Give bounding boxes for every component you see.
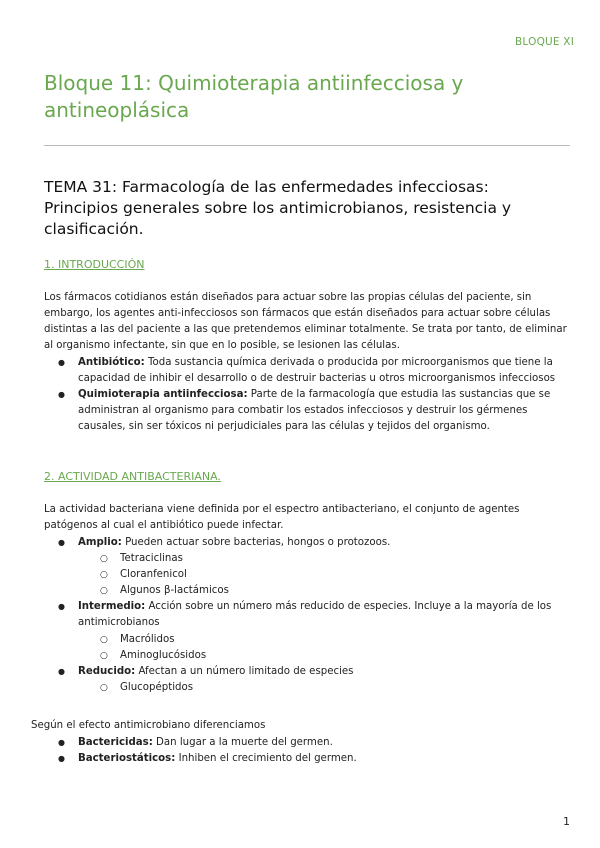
term-amplio: Amplio: (78, 537, 122, 548)
definition-text: Pueden actuar sobre bacterias, hongos o protozoos. (121, 537, 391, 548)
sub-list-item: ○ Macrólidos (78, 632, 574, 648)
list-item (44, 664, 574, 696)
definition-text: Parte de la farmacología que estudia las sustancias que se administran al organismo para combatir los estados infecciosos y destruir los gérmenes causales, sin ser tóxicos ni perjudiciales para las células y tejidos del organismo. (78, 389, 551, 433)
definition-text: Acción sobre un número más reducido de especies. Incluye a la mayoría de los antimicrobianos (78, 601, 552, 629)
tema-heading: TEMA 31: Farmacología de las enfermedades infecciosas: Principios generales sobre los antimicrobianos, resistencia y clasificación. (44, 178, 512, 238)
effect-list (44, 735, 574, 767)
header-tag: BLOQUE XI (515, 36, 574, 48)
term-bactericidas: Bactericidas: (78, 737, 153, 748)
sub-list (78, 632, 574, 664)
term-quimioterapia: Quimioterapia antiinfecciosa: (78, 389, 248, 401)
list-item (44, 751, 574, 767)
list-item (44, 599, 574, 663)
section-heading-actividad: 2. ACTIVIDAD ANTIBACTERIANA. (44, 470, 221, 483)
spectrum-list (44, 535, 574, 696)
term-antibiotico: Antibiótico: (78, 357, 145, 368)
sub-list-item: ○ Tetraciclinas (78, 551, 574, 567)
sub-list (78, 680, 574, 696)
list-item (44, 355, 574, 387)
term-bacteriostaticos: Bacteriostáticos: (78, 753, 176, 765)
sub-list (78, 551, 574, 599)
term-reducido: Reducido: (78, 665, 136, 677)
sub-list-item: ○ Aminoglucósidos (78, 648, 574, 664)
effect-intro: Según el efecto antimicrobiano diferenciamos (31, 720, 266, 731)
page-number: 1 (563, 815, 570, 828)
list-item (44, 735, 574, 751)
definition-text: Inhiben el crecimiento del germen. (175, 753, 357, 765)
definition-text: Afectan a un número limitado de especies (135, 665, 354, 677)
section-heading-introduccion: 1. INTRODUCCIÓN (44, 258, 145, 271)
intro-paragraph: Los fármacos cotidianos están diseñados para actuar sobre las propias células del paciente, sin embargo, los agentes anti-infecciosos son fármacos que están diseñados para actuar sobre células distintas a las del paciente a las que pretendemos eliminar totalmente. Se trata por tanto, de eliminar al organismo infectante, sin que en lo posible, se lesionen las células. (44, 292, 567, 352)
list-item (44, 535, 574, 599)
definitions-list (44, 355, 574, 435)
actividad-paragraph: La actividad bacteriana viene definida por el espectro antibacteriano, el conjunto de agentes patógenos al cual el antibiótico puede infectar. (44, 504, 520, 532)
sub-list-item: ○ Algunos β-lactámicos (78, 583, 574, 599)
title-divider (44, 145, 570, 146)
sub-list-item: ○ Cloranfenicol (78, 567, 574, 583)
document-title: Bloque 11: Quimioterapia antiinfecciosa y antineoplásica (44, 71, 464, 122)
list-item (44, 387, 574, 435)
definition-text: Toda sustancia química derivada o producida por microorganismos que tiene la capacidad de inhibir el desarrollo o de destruir bacterias u otros microorganismos infecciosos (78, 357, 556, 385)
sub-list-item: ○ Glucopéptidos (78, 680, 574, 696)
definition-text: Dan lugar a la muerte del germen. (152, 737, 333, 748)
term-intermedio: Intermedio: (78, 601, 146, 613)
